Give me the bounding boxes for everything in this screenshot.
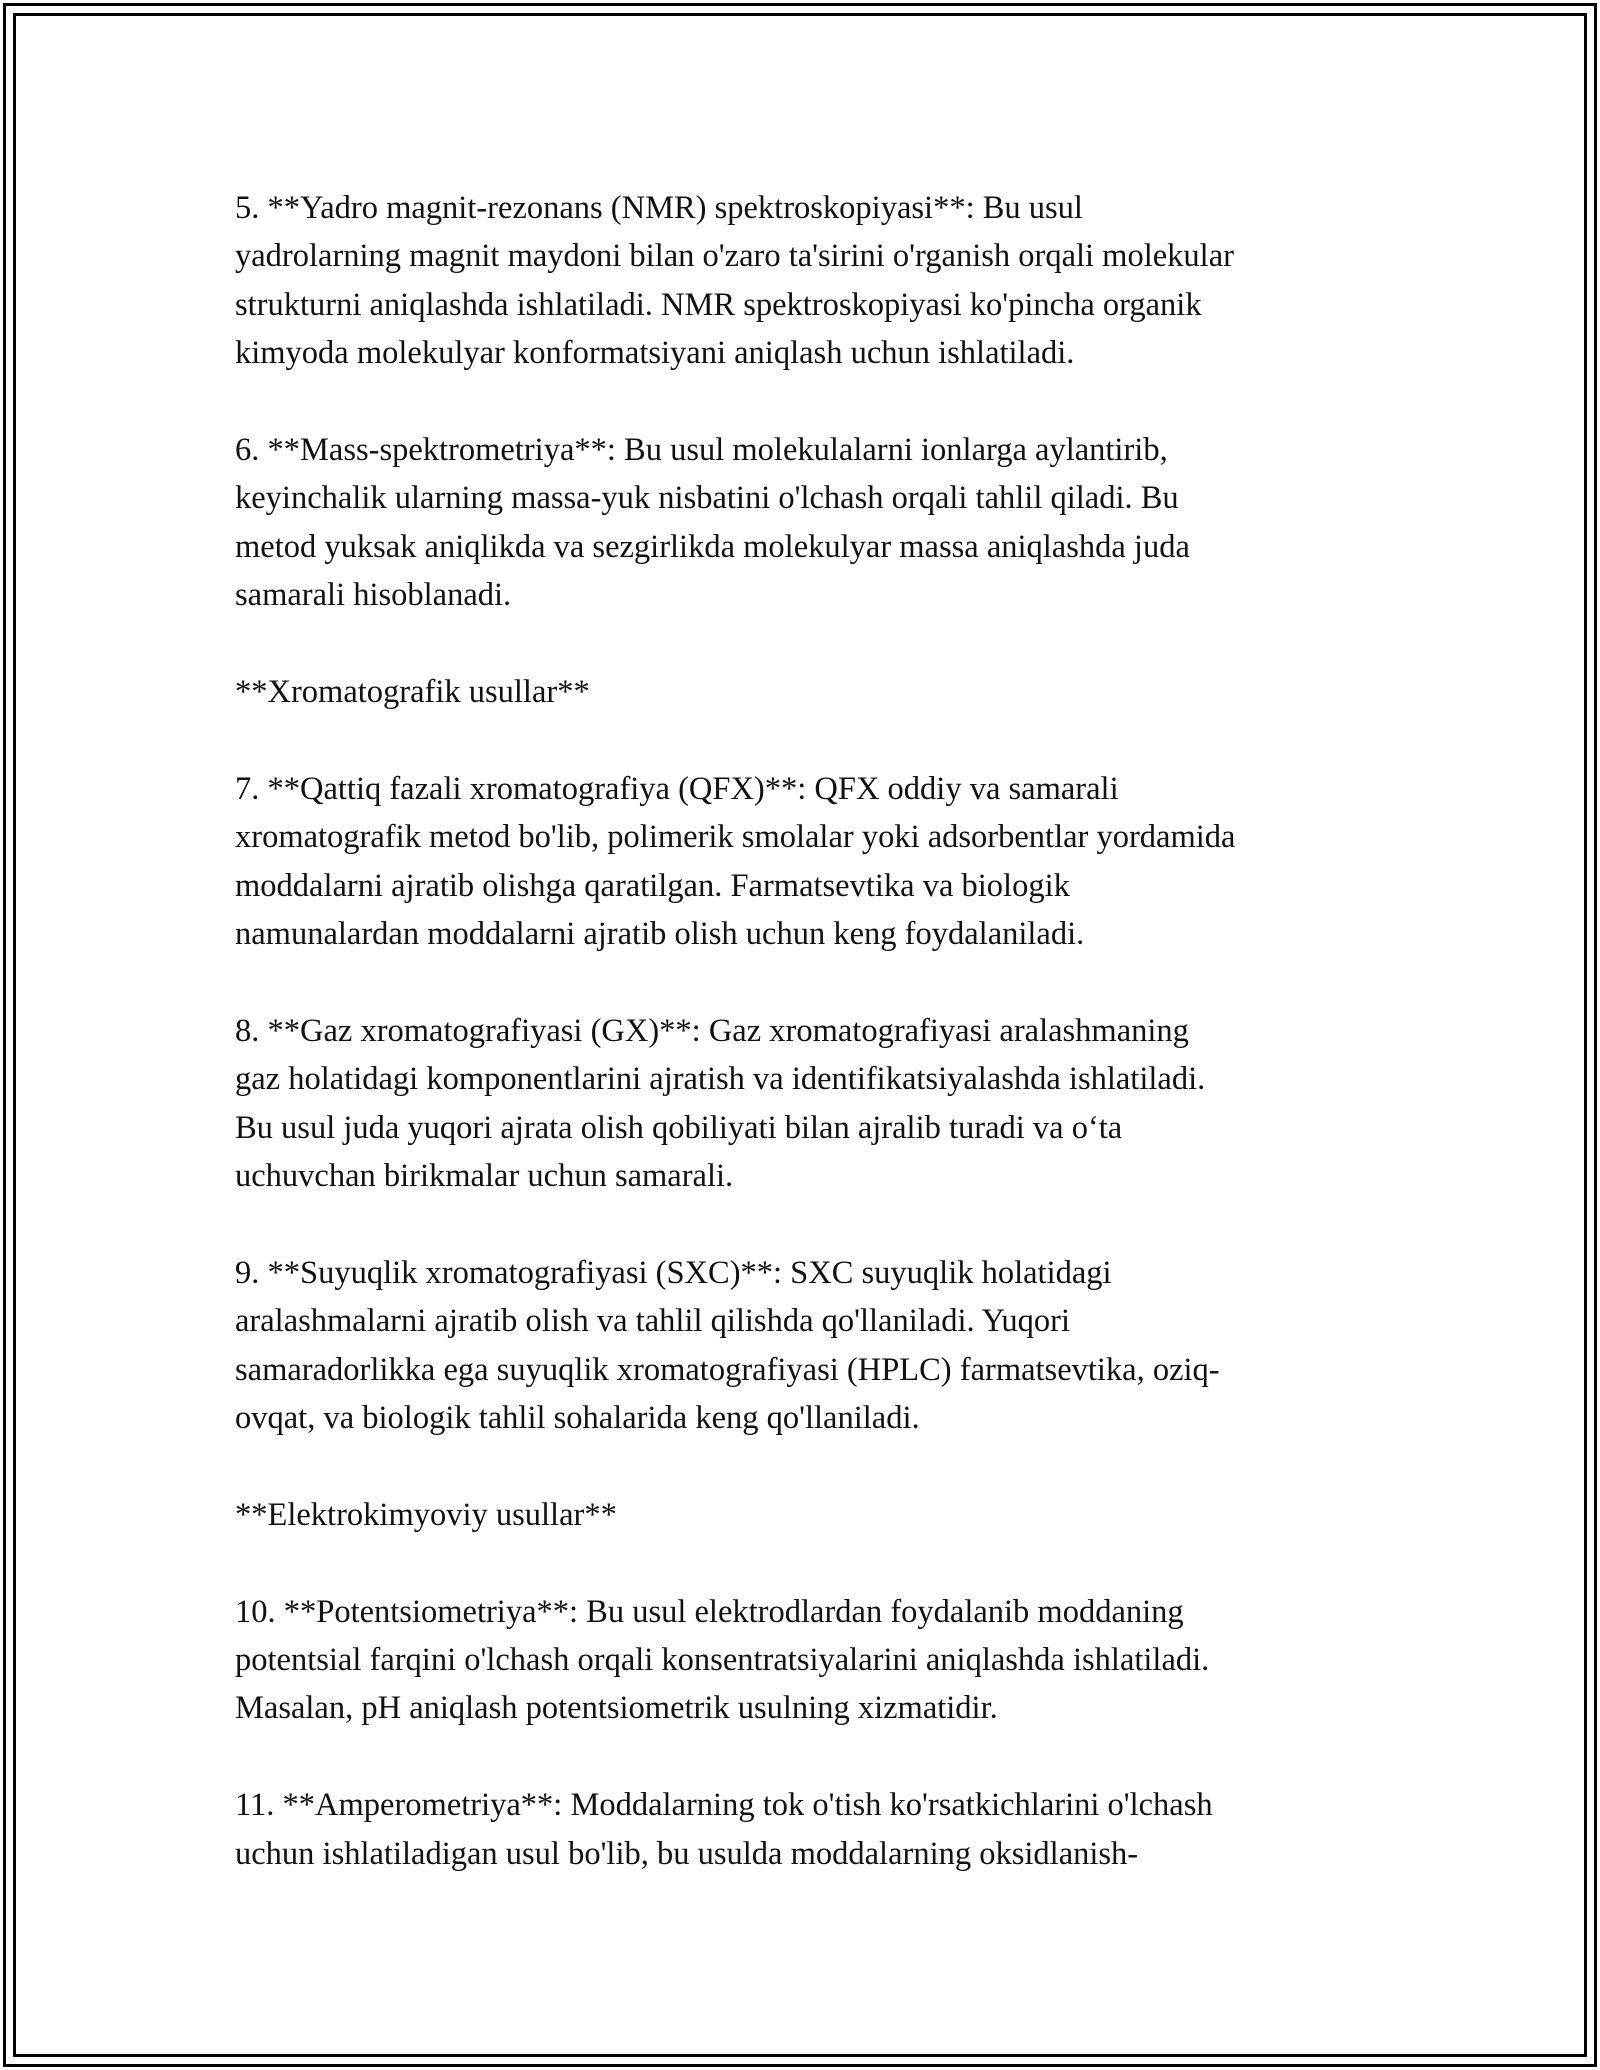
paragraph-liquid-chromatography xyxy=(235,1249,1375,1443)
paragraph-nmr-spectroscopy xyxy=(235,184,1375,378)
text-line: aralashmalarni ajratib olish va tahlil qilishda qo'llaniladi. Yuqori xyxy=(235,1303,1071,1340)
text-line: samarali hisoblanadi. xyxy=(235,577,512,614)
text-line: yadrolarning magnit maydoni bilan o'zaro ta'sirini o'rganish orqali molekular xyxy=(235,238,1234,275)
document-body xyxy=(235,184,1375,1926)
text-line: 6. **Mass-spektrometriya**: Bu usul molekulalarni ionlarga aylantirib, xyxy=(235,432,1168,469)
paragraph-gas-chromatography xyxy=(235,1007,1375,1201)
text-line: namunalardan moddalarni ajratib olish uchun keng foydalaniladi. xyxy=(235,916,1085,953)
text-line: kimyoda molekulyar konformatsiyani aniqlash uchun ishlatiladi. xyxy=(235,335,1075,372)
text-line: xromatografik metod bo'lib, polimerik smolalar yoki adsorbentlar yordamida xyxy=(235,819,1236,856)
text-line: Masalan, pH aniqlash potentsiometrik usulning xizmatidir. xyxy=(235,1690,998,1727)
paragraph-amperometry xyxy=(235,1781,1375,1878)
text-line: ovqat, va biologik tahlil sohalarida keng qo'llaniladi. xyxy=(235,1400,920,1437)
text-line: 7. **Qattiq fazali xromatografiya (QFX)**: QFX oddiy va samarali xyxy=(235,770,1119,807)
text-line: Bu usul juda yuqori ajrata olish qobiliyati bilan ajralib turadi va o‘ta xyxy=(235,1109,1123,1146)
section-heading-chromatographic-methods xyxy=(235,668,1375,716)
text-line: 11. **Amperometriya**: Moddalarning tok o'tish ko'rsatkichlarini o'lchash xyxy=(235,1787,1213,1824)
text-line: metod yuksak aniqlikda va sezgirlikda molekulyar massa aniqlashda juda xyxy=(235,528,1190,565)
text-line: moddalarni ajratib olishga qaratilgan. Farmatsevtika va biologik xyxy=(235,867,1070,904)
text-line: 5. **Yadro magnit-rezonans (NMR) spektroskopiyasi**: Bu usul xyxy=(235,190,1083,226)
paragraph-solid-phase-chromatography xyxy=(235,765,1375,959)
text-line: gaz holatidagi komponentlarini ajratish va identifikatsiyalashda ishlatiladi. xyxy=(235,1061,1206,1098)
text-line: 9. **Suyuqlik xromatografiyasi (SXC)**: SXC suyuqlik holatidagi xyxy=(235,1254,1112,1291)
text-line: 10. **Potentsiometriya**: Bu usul elektrodlardan foydalanib moddaning xyxy=(235,1593,1184,1630)
text-line: potentsial farqini o'lchash orqali konsentratsiyalarini aniqlashda ishlatiladi. xyxy=(235,1642,1210,1679)
paragraph-potentiometry xyxy=(235,1588,1375,1733)
text-line: keyinchalik ularning massa-yuk nisbatini o'lchash orqali tahlil qiladi. Bu xyxy=(235,480,1179,517)
paragraph-mass-spectrometry xyxy=(235,426,1375,620)
text-line: strukturni aniqlashda ishlatiladi. NMR spektroskopiyasi ko'pincha organik xyxy=(235,286,1202,323)
text-line: samaradorlikka ega suyuqlik xromatografiyasi (HPLC) farmatsevtika, oziq- xyxy=(235,1351,1220,1388)
section-heading-electrochemical-methods xyxy=(235,1491,1375,1539)
text-line: 8. **Gaz xromatografiyasi (GX)**: Gaz xromatografiyasi aralashmaning xyxy=(235,1012,1189,1049)
heading-text: **Xromatografik usullar** xyxy=(235,674,590,711)
text-line: uchun ishlatiladigan usul bo'lib, bu usulda moddalarning oksidlanish- xyxy=(235,1835,1139,1872)
heading-text: **Elektrokimyoviy usullar** xyxy=(235,1496,617,1533)
text-line: uchuvchan birikmalar uchun samarali. xyxy=(235,1158,734,1195)
